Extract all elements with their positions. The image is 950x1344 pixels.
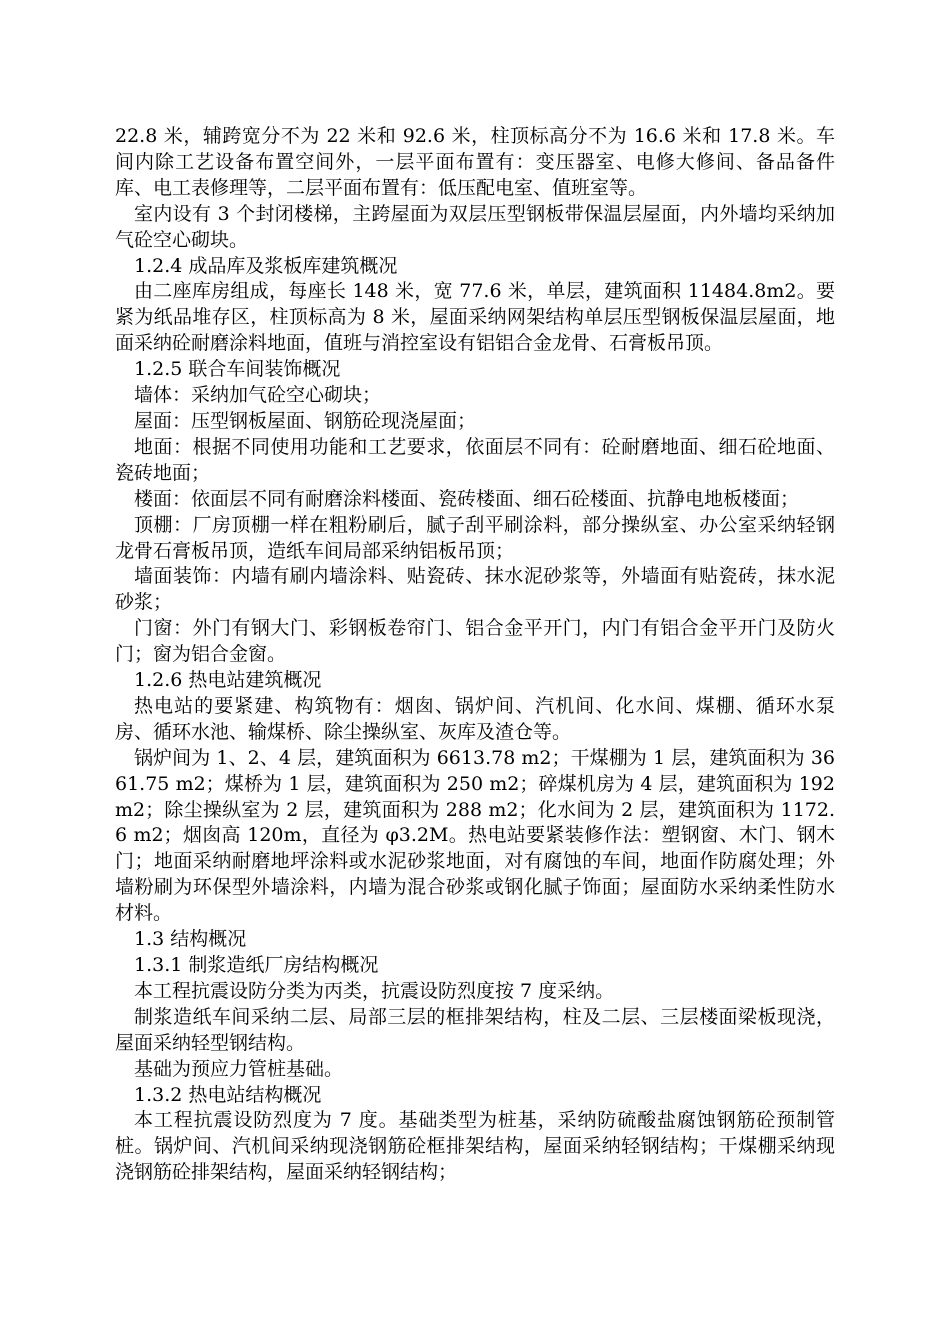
paragraph-foundation: 基础为预应力管桩基础。 [134,1057,344,1080]
heading-1-3-1: 1.3.1 制浆造纸厂房结构概况 [134,954,379,976]
heading-1-2-6: 1.2.6 热电站建筑概况 [134,669,322,692]
paragraph-walls: 墙体：采纳加气砼空心砌块； [134,384,382,407]
document-body [115,124,835,1186]
paragraph-ground: 地面：根据不同使用功能和工艺要求，依面层不同有：砼耐磨地面、细石砼地面、瓷砖地面； [115,435,835,484]
heading-1-3: 1.3 结构概况 [134,928,247,951]
paragraph-wall-finish: 墙面装饰：内墙有刷内墙涂料、贴瓷砖、抹水泥砂浆等，外墙面有贴瓷砖，抹水泥砂浆； [115,565,835,614]
paragraph-power-station-areas: 锅炉间为 1、2、4 层，建筑面积为 6613.78 m2；干煤棚为 1 层，建筑面积为 3661.75 m2；煤桥为 1 层，建筑面积为 250 m2；碎煤机房为 4 层，建筑面积为 192 m2；除尘操纵室为 2 层，建筑面积为 288 m2；化水间为 2 层，建筑面积为 1172.6 m2；烟囱高 120m，直径为 φ3.2M。热电站要紧装修作法：塑钢窗、木门、钢木门；地面采纳耐磨地坪涂料或水泥砂浆地面，对有腐蚀的车间，地面作防腐处理；外墙粉刷为环保型外墙涂料，内墙为混合砂浆或钢化腻子饰面；屋面防水采纳柔性防水材料。 [115,746,835,925]
heading-1-2-5: 1.2.5 联合车间装饰概况 [134,358,341,381]
paragraph-power-station-structure: 本工程抗震设防烈度为 7 度。基础类型为桩基，采纳防硫酸盐腐蚀钢筋砼预制管桩。锅炉间、汽机间采纳现浇钢筋砼框排架结构，屋面采纳轻钢结构；干煤棚采纳现浇钢筋砼排架结构，屋面采纳轻钢结构； [115,1109,835,1184]
paragraph-stairs-roof: 室内设有 3 个封闭楼梯，主跨屋面为双层压型钢板带保温层屋面，内外墙均采纳加气砼空心砌块。 [115,202,835,251]
paragraph-roof: 屋面：压型钢板屋面、钢筋砼现浇屋面； [134,409,477,432]
paragraph-ceiling: 顶棚：厂房顶棚一样在粗粉刷后，腻子刮平刷涂料，部分操纵室、办公室采纳轻钢龙骨石膏板吊顶，造纸车间局部采纳铝板吊顶； [115,513,835,562]
paragraph-power-station-structures: 热电站的要紧建、构筑物有：烟囱、锅炉间、汽机间、化水间、煤棚、循环水泵房、循环水池、输煤桥、除尘操纵室、灰库及渣仓等。 [115,694,835,743]
paragraph-warehouse: 由二座库房组成，每座长 148 米，宽 77.6 米，单层，建筑面积 11484.8m2。要紧为纸品堆存区，柱顶标高为 8 米，屋面采纳网架结构单层压型钢板保温层屋面，地面采纳砼耐磨涂料地面，值班与消控室设有铝铝合金龙骨、石膏板吊顶。 [115,280,835,355]
paragraph-floor: 楼面：依面层不同有耐磨涂料楼面、瓷砖楼面、细石砼楼面、抗静电地板楼面； [134,487,800,510]
paragraph-main-span-continuation: 22.8 米，辅跨宽分不为 22 米和 92.6 米，柱顶标高分不为 16.6 米和 17.8 米。车间内除工艺设备布置空间外，一层平面布置有：变压器室、电修大修间、备品备件库、电工表修理等，二层平面布置有：低压配电室、值班室等。 [115,125,835,199]
paragraph-doors-windows: 门窗：外门有钢大门、彩钢板卷帘门、铝合金平开门，内门有铝合金平开门及防火门；窗为铝合金窗。 [115,617,835,666]
paragraph-seismic-class: 本工程抗震设防分类为丙类，抗震设防烈度按 7 度采纳。 [134,979,615,1002]
heading-1-3-2: 1.3.2 热电站结构概况 [134,1083,322,1106]
paragraph-frame-structure: 制浆造纸车间采纳二层、局部三层的框排架结构，柱及二层、三层楼面梁板现浇，屋面采纳轻型钢结构。 [115,1005,835,1054]
heading-1-2-4: 1.2.4 成品库及浆板库建筑概况 [134,254,398,277]
